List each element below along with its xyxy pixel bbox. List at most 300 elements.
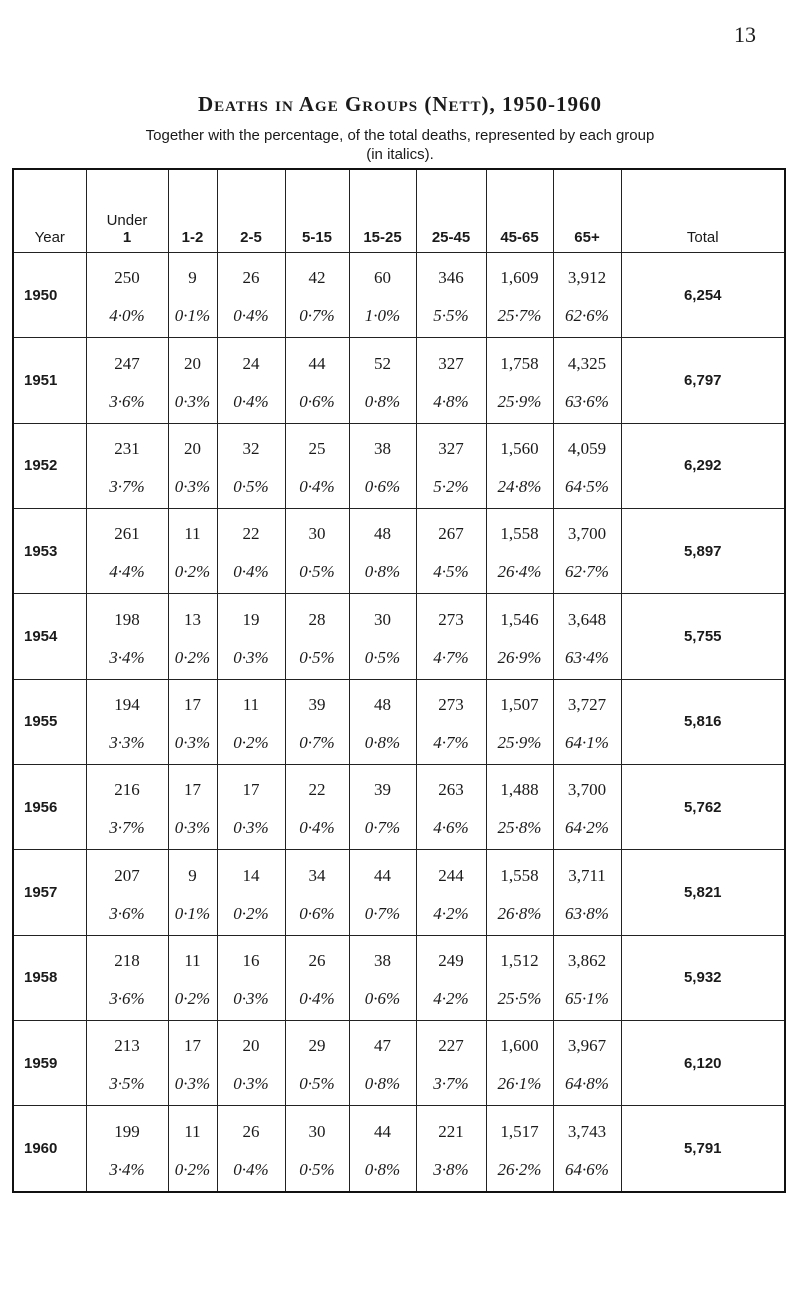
- header-1-2: 1-2: [168, 169, 217, 253]
- death-percentage: 0·8%: [364, 1074, 401, 1094]
- death-count: 38: [374, 950, 391, 970]
- cell-25-45: [416, 850, 486, 935]
- death-count: 3,648: [567, 609, 607, 629]
- cell-65-plus: [553, 253, 621, 338]
- death-percentage: 0·5%: [299, 1159, 335, 1179]
- total-cell: 5,762: [621, 765, 785, 850]
- death-count: 1,558: [500, 865, 539, 885]
- death-percentage: 0·3%: [233, 647, 269, 667]
- death-count: 1,488: [500, 780, 539, 800]
- cell-45-65: [486, 935, 553, 1020]
- death-count: 207: [114, 865, 140, 885]
- death-count: 244: [438, 865, 464, 885]
- table-row: [13, 1021, 785, 1106]
- cell-under-1: [86, 1106, 168, 1192]
- cell-45-65: [486, 1106, 553, 1192]
- total-cell: 5,791: [621, 1106, 785, 1192]
- death-count: 227: [438, 1036, 464, 1056]
- death-percentage: 4·4%: [109, 562, 145, 582]
- cell-5-15: [285, 594, 349, 679]
- death-count: 1,600: [500, 1036, 539, 1056]
- death-percentage: 64·5%: [565, 476, 609, 496]
- death-percentage: 0·3%: [233, 1074, 269, 1094]
- death-percentage: 1·0%: [364, 306, 401, 326]
- cell-15-25: [349, 679, 416, 764]
- table-row: [13, 850, 785, 935]
- cell-65-plus: [553, 509, 621, 594]
- cell-1-2: [168, 765, 217, 850]
- death-count: 29: [308, 1036, 326, 1056]
- cell-15-25: [349, 253, 416, 338]
- cell-2-5: [217, 594, 285, 679]
- death-percentage: 25·9%: [497, 732, 542, 752]
- cell-15-25: [349, 850, 416, 935]
- cell-1-2: [168, 423, 217, 508]
- death-percentage: 4·0%: [109, 306, 145, 326]
- cell-45-65: [486, 338, 553, 423]
- deaths-table: [12, 168, 786, 1193]
- death-count: 30: [308, 1121, 326, 1141]
- death-count: 231: [114, 438, 140, 458]
- death-percentage: 4·8%: [433, 391, 469, 411]
- death-percentage: 4·6%: [433, 818, 469, 838]
- total-cell: 6,120: [621, 1021, 785, 1106]
- death-percentage: 3·8%: [433, 1159, 469, 1179]
- death-count: 32: [242, 438, 260, 458]
- death-count: 11: [184, 950, 201, 970]
- table-row: [13, 679, 785, 764]
- death-count: 25: [308, 438, 326, 458]
- table-row: [13, 594, 785, 679]
- total-cell: 5,755: [621, 594, 785, 679]
- cell-under-1: [86, 850, 168, 935]
- cell-2-5: [217, 338, 285, 423]
- cell-2-5: [217, 423, 285, 508]
- page-number: 13: [734, 22, 756, 47]
- cell-45-65: [486, 765, 553, 850]
- death-count: 24: [242, 353, 260, 373]
- death-percentage: 0·7%: [299, 306, 335, 326]
- cell-15-25: [349, 1106, 416, 1192]
- death-percentage: 25·9%: [497, 391, 542, 411]
- death-count: 17: [184, 694, 201, 714]
- table-row: [13, 338, 785, 423]
- cell-25-45: [416, 509, 486, 594]
- death-percentage: 26·4%: [497, 562, 542, 582]
- death-percentage: 0·3%: [174, 476, 211, 496]
- death-percentage: 3·6%: [109, 903, 145, 923]
- cell-2-5: [217, 850, 285, 935]
- death-percentage: 3·6%: [109, 391, 145, 411]
- cell-45-65: [486, 509, 553, 594]
- death-percentage: 0·3%: [174, 732, 211, 752]
- header-under-1-line2: 1: [122, 229, 132, 246]
- cell-5-15: [285, 338, 349, 423]
- death-percentage: 4·5%: [433, 562, 469, 582]
- total-cell: 6,254: [621, 253, 785, 338]
- death-count: 3,711: [568, 865, 606, 885]
- cell-2-5: [217, 253, 285, 338]
- death-count: 44: [374, 1121, 391, 1141]
- death-percentage: 64·6%: [565, 1159, 609, 1179]
- death-percentage: 62·6%: [565, 306, 609, 326]
- cell-1-2: [168, 509, 217, 594]
- table-caption: [0, 126, 800, 164]
- death-percentage: 3·7%: [109, 476, 145, 496]
- header-65-plus: 65+: [553, 169, 621, 253]
- cell-under-1: [86, 594, 168, 679]
- total-cell: 6,292: [621, 423, 785, 508]
- cell-2-5: [217, 509, 285, 594]
- year-cell: 1954: [13, 594, 86, 679]
- cell-under-1: [86, 338, 168, 423]
- death-percentage: 3·4%: [109, 647, 145, 667]
- cell-under-1: [86, 1021, 168, 1106]
- cell-25-45: [416, 338, 486, 423]
- year-cell: 1960: [13, 1106, 86, 1192]
- death-count: 261: [114, 524, 140, 544]
- caption-line-1: Together with the percentage, of the total deaths, represented by each group: [145, 127, 655, 144]
- cell-5-15: [285, 253, 349, 338]
- cell-45-65: [486, 850, 553, 935]
- death-percentage: 3·7%: [109, 818, 145, 838]
- death-count: 213: [114, 1036, 140, 1056]
- death-count: 1,512: [500, 950, 539, 970]
- death-count: 47: [374, 1036, 391, 1056]
- header-total: Total: [621, 169, 785, 253]
- death-percentage: 0·1%: [174, 903, 211, 923]
- death-percentage: 0·8%: [364, 562, 401, 582]
- year-cell: 1950: [13, 253, 86, 338]
- cell-65-plus: [553, 423, 621, 508]
- death-percentage: 0·8%: [364, 1159, 401, 1179]
- cell-under-1: [86, 423, 168, 508]
- death-count: 26: [242, 268, 260, 288]
- cell-65-plus: [553, 1021, 621, 1106]
- death-percentage: 0·4%: [233, 391, 269, 411]
- death-count: 13: [184, 609, 201, 629]
- cell-1-2: [168, 1106, 217, 1192]
- death-count: 3,700: [567, 524, 607, 544]
- death-percentage: 0·3%: [174, 818, 211, 838]
- cell-65-plus: [553, 850, 621, 935]
- death-count: 30: [374, 609, 391, 629]
- death-percentage: 0·2%: [174, 647, 211, 667]
- year-cell: 1957: [13, 850, 86, 935]
- death-percentage: 0·8%: [364, 732, 401, 752]
- cell-65-plus: [553, 765, 621, 850]
- death-count: 250: [114, 268, 140, 288]
- death-percentage: 4·2%: [433, 988, 469, 1008]
- death-percentage: 3·5%: [109, 1074, 145, 1094]
- death-count: 1,507: [500, 694, 539, 714]
- death-percentage: 3·4%: [109, 1159, 145, 1179]
- death-count: 19: [242, 609, 260, 629]
- death-count: 9: [188, 865, 197, 885]
- death-count: 17: [242, 780, 260, 800]
- cell-1-2: [168, 594, 217, 679]
- death-count: 28: [308, 609, 326, 629]
- death-count: 263: [438, 780, 464, 800]
- cell-45-65: [486, 594, 553, 679]
- death-count: 218: [114, 950, 140, 970]
- death-count: 327: [438, 353, 464, 373]
- cell-1-2: [168, 253, 217, 338]
- death-count: 17: [184, 1036, 201, 1056]
- cell-45-65: [486, 253, 553, 338]
- death-count: 247: [114, 353, 140, 373]
- death-percentage: 0·3%: [233, 818, 269, 838]
- header-45-65: 45-65: [486, 169, 553, 253]
- death-percentage: 4·2%: [433, 903, 469, 923]
- death-count: 22: [242, 524, 260, 544]
- cell-2-5: [217, 765, 285, 850]
- death-count: 11: [184, 1121, 201, 1141]
- total-cell: 5,821: [621, 850, 785, 935]
- cell-2-5: [217, 679, 285, 764]
- death-count: 3,700: [567, 780, 607, 800]
- cell-15-25: [349, 594, 416, 679]
- death-count: 1,609: [500, 268, 539, 288]
- cell-45-65: [486, 1021, 553, 1106]
- death-percentage: 3·7%: [433, 1074, 469, 1094]
- death-percentage: 0·6%: [299, 903, 335, 923]
- death-percentage: 65·1%: [565, 988, 609, 1008]
- death-count: 198: [114, 609, 140, 629]
- death-count: 17: [184, 780, 201, 800]
- cell-15-25: [349, 1021, 416, 1106]
- death-percentage: 0·6%: [364, 476, 401, 496]
- table-row: [13, 253, 785, 338]
- cell-25-45: [416, 935, 486, 1020]
- death-percentage: 64·1%: [565, 732, 609, 752]
- death-percentage: 25·5%: [497, 988, 542, 1008]
- table-row: [13, 423, 785, 508]
- death-percentage: 62·7%: [565, 562, 609, 582]
- cell-1-2: [168, 338, 217, 423]
- cell-2-5: [217, 935, 285, 1020]
- total-cell: 6,797: [621, 338, 785, 423]
- death-count: 26: [308, 950, 326, 970]
- death-count: 1,546: [500, 609, 539, 629]
- death-count: 20: [184, 353, 201, 373]
- death-percentage: 0·2%: [174, 1159, 211, 1179]
- total-cell: 5,816: [621, 679, 785, 764]
- header-under-1-line1: Under: [106, 212, 148, 229]
- death-percentage: 0·8%: [364, 391, 401, 411]
- cell-15-25: [349, 509, 416, 594]
- death-percentage: 0·3%: [174, 1074, 211, 1094]
- cell-2-5: [217, 1021, 285, 1106]
- cell-65-plus: [553, 594, 621, 679]
- death-count: 38: [374, 438, 391, 458]
- death-count: 4,059: [567, 438, 607, 458]
- cell-1-2: [168, 850, 217, 935]
- table-row: [13, 935, 785, 1020]
- cell-15-25: [349, 935, 416, 1020]
- death-count: 52: [374, 353, 391, 373]
- death-percentage: 0·6%: [364, 988, 401, 1008]
- cell-5-15: [285, 423, 349, 508]
- total-cell: 5,932: [621, 935, 785, 1020]
- death-percentage: 0·5%: [364, 647, 401, 667]
- cell-5-15: [285, 509, 349, 594]
- death-count: 3,912: [567, 268, 607, 288]
- header-year: Year: [13, 169, 86, 253]
- death-percentage: 24·8%: [497, 476, 542, 496]
- death-percentage: 26·9%: [497, 647, 542, 667]
- cell-15-25: [349, 765, 416, 850]
- cell-65-plus: [553, 935, 621, 1020]
- death-count: 16: [242, 950, 260, 970]
- death-count: 273: [438, 609, 464, 629]
- cell-5-15: [285, 935, 349, 1020]
- header-5-15: 5-15: [285, 169, 349, 253]
- cell-15-25: [349, 423, 416, 508]
- cell-under-1: [86, 935, 168, 1020]
- death-percentage: 0·3%: [174, 391, 211, 411]
- cell-5-15: [285, 850, 349, 935]
- death-percentage: 4·7%: [433, 647, 469, 667]
- death-count: 199: [114, 1121, 140, 1141]
- cell-5-15: [285, 765, 349, 850]
- death-count: 26: [242, 1121, 260, 1141]
- death-count: 1,558: [500, 524, 539, 544]
- death-count: 48: [374, 524, 391, 544]
- cell-under-1: [86, 253, 168, 338]
- death-count: 216: [114, 780, 140, 800]
- death-percentage: 0·5%: [299, 1074, 335, 1094]
- death-count: 3,862: [567, 950, 607, 970]
- cell-1-2: [168, 1021, 217, 1106]
- death-count: 34: [308, 865, 326, 885]
- death-count: 327: [438, 438, 464, 458]
- death-count: 44: [374, 865, 391, 885]
- cell-under-1: [86, 509, 168, 594]
- cell-65-plus: [553, 1106, 621, 1192]
- page-title: Deaths in Age Groups (Nett), 1950-1960: [197, 92, 603, 116]
- death-count: 273: [438, 694, 464, 714]
- death-percentage: 25·7%: [497, 306, 542, 326]
- cell-45-65: [486, 423, 553, 508]
- death-percentage: 0·7%: [299, 732, 335, 752]
- death-count: 42: [308, 268, 326, 288]
- death-count: 221: [438, 1121, 464, 1141]
- death-count: 20: [184, 438, 201, 458]
- header-under-1: [86, 169, 168, 253]
- death-percentage: 0·4%: [299, 818, 335, 838]
- cell-5-15: [285, 1021, 349, 1106]
- death-percentage: 0·6%: [299, 391, 335, 411]
- death-count: 60: [374, 268, 391, 288]
- year-cell: 1952: [13, 423, 86, 508]
- cell-25-45: [416, 1106, 486, 1192]
- death-percentage: 0·4%: [233, 1159, 269, 1179]
- year-cell: 1955: [13, 679, 86, 764]
- death-percentage: 0·4%: [299, 988, 335, 1008]
- death-percentage: 0·7%: [364, 818, 401, 838]
- death-percentage: 0·7%: [364, 903, 401, 923]
- death-count: 39: [308, 694, 326, 714]
- death-count: 249: [438, 950, 464, 970]
- header-15-25: 15-25: [349, 169, 416, 253]
- death-count: 44: [308, 353, 326, 373]
- cell-1-2: [168, 679, 217, 764]
- death-count: 39: [374, 780, 391, 800]
- death-percentage: 3·3%: [109, 732, 145, 752]
- death-percentage: 64·2%: [565, 818, 609, 838]
- death-percentage: 63·4%: [565, 647, 609, 667]
- table-row: [13, 1106, 785, 1192]
- death-percentage: 4·7%: [433, 732, 469, 752]
- cell-65-plus: [553, 338, 621, 423]
- year-cell: 1951: [13, 338, 86, 423]
- death-percentage: 0·2%: [233, 903, 269, 923]
- death-count: 1,758: [500, 353, 539, 373]
- death-percentage: 0·4%: [233, 562, 269, 582]
- death-percentage: 0·4%: [299, 476, 335, 496]
- header-25-45: 25-45: [416, 169, 486, 253]
- cell-under-1: [86, 765, 168, 850]
- caption-line-2: (in italics).: [366, 146, 434, 163]
- table-row: [13, 765, 785, 850]
- death-percentage: 63·8%: [565, 903, 609, 923]
- cell-2-5: [217, 1106, 285, 1192]
- cell-65-plus: [553, 679, 621, 764]
- death-count: 11: [242, 694, 260, 714]
- death-count: 14: [242, 865, 260, 885]
- death-count: 9: [188, 268, 197, 288]
- table-row: [13, 509, 785, 594]
- total-cell: 5,897: [621, 509, 785, 594]
- death-count: 3,743: [567, 1121, 607, 1141]
- cell-25-45: [416, 679, 486, 764]
- death-count: 22: [308, 780, 326, 800]
- death-percentage: 25·8%: [497, 818, 542, 838]
- death-count: 30: [308, 524, 326, 544]
- death-count: 1,517: [500, 1121, 539, 1141]
- death-percentage: 5·5%: [433, 306, 469, 326]
- year-cell: 1958: [13, 935, 86, 1020]
- death-count: 346: [438, 268, 464, 288]
- death-percentage: 26·1%: [497, 1074, 542, 1094]
- death-percentage: 3·6%: [109, 988, 145, 1008]
- death-percentage: 64·8%: [565, 1074, 609, 1094]
- year-cell: 1956: [13, 765, 86, 850]
- cell-5-15: [285, 679, 349, 764]
- death-percentage: 0·4%: [233, 306, 269, 326]
- cell-25-45: [416, 765, 486, 850]
- death-percentage: 0·2%: [174, 988, 211, 1008]
- death-percentage: 26·2%: [497, 1159, 542, 1179]
- death-count: 267: [438, 524, 464, 544]
- death-count: 48: [374, 694, 391, 714]
- cell-under-1: [86, 679, 168, 764]
- death-count: 3,727: [567, 694, 607, 714]
- death-count: 4,325: [567, 353, 607, 373]
- header-2-5: 2-5: [217, 169, 285, 253]
- death-percentage: 26·8%: [497, 903, 542, 923]
- cell-25-45: [416, 1021, 486, 1106]
- death-percentage: 0·2%: [174, 562, 211, 582]
- death-count: 1,560: [500, 438, 539, 458]
- cell-15-25: [349, 338, 416, 423]
- death-percentage: 0·5%: [299, 562, 335, 582]
- death-percentage: 0·3%: [233, 988, 269, 1008]
- death-percentage: 63·6%: [565, 391, 609, 411]
- cell-1-2: [168, 935, 217, 1020]
- year-cell: 1953: [13, 509, 86, 594]
